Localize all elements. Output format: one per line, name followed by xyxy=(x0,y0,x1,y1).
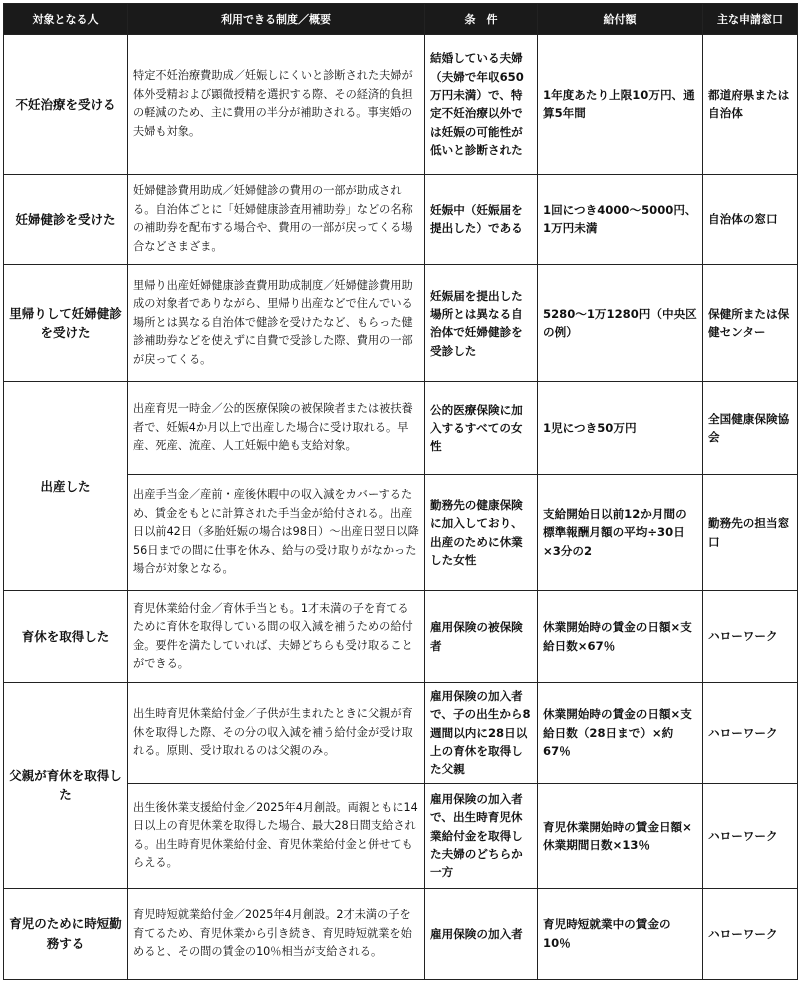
description-cell: 出産育児一時金／公的医療保険の被保険者または被扶養者で、妊娠4か月以上で出産した場合に受け取れる。早産、死産、流産、人工妊娠中絶も支給対象。 xyxy=(128,382,425,474)
office-cell: ハローワーク xyxy=(703,888,798,979)
description-cell: 出生後休業支援給付金／2025年4月創設。両親ともに14日以上の育児休業を取得した場合、最大28日間支給される。出生時育児休業給付金、育児休業給付金と併せてもらえる。 xyxy=(128,784,425,888)
target-cell: 不妊治療を受ける xyxy=(4,35,128,175)
table-header-row xyxy=(4,4,798,35)
target-cell: 育休を取得した xyxy=(4,591,128,682)
office-cell: 保健所または保健センター xyxy=(703,264,798,381)
table-row xyxy=(4,382,798,474)
target-cell: 里帰りして妊婦健診を受けた xyxy=(4,264,128,381)
office-cell: ハローワーク xyxy=(703,784,798,888)
office-cell: ハローワーク xyxy=(703,591,798,682)
table-row xyxy=(4,35,798,175)
amount-cell: 休業開始時の賃金の日額×支給日数×67％ xyxy=(538,591,703,682)
amount-cell: 育児時短就業中の賃金の10％ xyxy=(538,888,703,979)
table-row xyxy=(4,591,798,682)
description-cell: 里帰り出産妊婦健康診査費用助成制度／妊婦健診費用助成の対象者でありながら、里帰り出産などで住んでいる場所とは異なる自治体で健診を受けたなど、もらった健診補助券などを使えずに自費で受診した際、費用の一部が戻ってくる。 xyxy=(128,264,425,381)
target-cell: 妊婦健診を受けた xyxy=(4,174,128,264)
office-cell: 自治体の窓口 xyxy=(703,174,798,264)
amount-cell: 休業開始時の賃金の日額×支給日数（28日まで）×約67％ xyxy=(538,682,703,783)
condition-cell: 公的医療保険に加入するすべての女性 xyxy=(425,382,538,474)
condition-cell: 雇用保険の加入者 xyxy=(425,888,538,979)
condition-cell: 雇用保険の加入者で、出生時育児休業給付金を取得した夫婦のどちらか一方 xyxy=(425,784,538,888)
description-cell: 出産手当金／産前・産後休暇中の収入減をカバーするため、賃金をもとに計算された手当金が給付される。出産日以前42日（多胎妊娠の場合は98日）～出産日翌日以降56日までの間に仕事を休み、給与の受け取りがなかった場合が対象となる。 xyxy=(128,474,425,590)
header-office: 主な申請窓口 xyxy=(703,4,798,35)
condition-cell: 雇用保険の被保険者 xyxy=(425,591,538,682)
amount-cell: 1年度あたり上限10万円、通算5年間 xyxy=(538,35,703,175)
description-cell: 特定不妊治療費助成／妊娠しにくいと診断された夫婦が体外受精および顕微授精を選択する際、その経済的負担の軽減のため、主に費用の半分が補助される。事実婚の夫婦も対象。 xyxy=(128,35,425,175)
condition-cell: 妊娠中（妊娠届を提出した）である xyxy=(425,174,538,264)
header-system: 利用できる制度／概要 xyxy=(128,4,425,35)
office-cell: 都道府県または自治体 xyxy=(703,35,798,175)
amount-cell: 5280～1万1280円（中央区の例） xyxy=(538,264,703,381)
target-cell: 育児のために時短勤務する xyxy=(4,888,128,979)
header-condition: 条 件 xyxy=(425,4,538,35)
header-amount: 給付額 xyxy=(538,4,703,35)
target-cell: 父親が育休を取得した xyxy=(4,682,128,888)
office-cell: 全国健康保険協会 xyxy=(703,382,798,474)
condition-cell: 勤務先の健康保険に加入しており、出産のために休業した女性 xyxy=(425,474,538,590)
condition-cell: 雇用保険の加入者で、子の出生から8週間以内に28日以上の育休を取得した父親 xyxy=(425,682,538,783)
description-cell: 育児休業給付金／育休手当とも。1才未満の子を育てるために育休を取得している間の収入減を補うための給付金。要件を満たしていれば、夫婦どちらも受け取ることができる。 xyxy=(128,591,425,682)
table-row xyxy=(4,174,798,264)
amount-cell: 1児につき50万円 xyxy=(538,382,703,474)
amount-cell: 育児休業開始時の賃金日額×休業期間日数×13％ xyxy=(538,784,703,888)
description-cell: 妊婦健診費用助成／妊婦健診の費用の一部が助成される。自治体ごとに「妊婦健康診査用補助券」などの名称の補助券を配布する場合や、費用の一部が戻ってくる場合などさまざま。 xyxy=(128,174,425,264)
table-row xyxy=(4,264,798,381)
target-cell: 出産した xyxy=(4,382,128,591)
office-cell: 勤務先の担当窓口 xyxy=(703,474,798,590)
condition-cell: 妊娠届を提出した場所とは異なる自治体で妊婦健診を受診した xyxy=(425,264,538,381)
amount-cell: 1回につき4000～5000円、1万円未満 xyxy=(538,174,703,264)
table-row xyxy=(4,682,798,783)
header-target: 対象となる人 xyxy=(4,4,128,35)
description-cell: 育児時短就業給付金／2025年4月創設。2才未満の子を育てるため、育児休業から引き続き、育児時短就業を始めると、その間の賃金の10％相当が支給される。 xyxy=(128,888,425,979)
amount-cell: 支給開始日以前12か月間の標準報酬月額の平均÷30日×3分の2 xyxy=(538,474,703,590)
table-row xyxy=(4,888,798,979)
office-cell: ハローワーク xyxy=(703,682,798,783)
benefits-table xyxy=(3,3,798,980)
condition-cell: 結婚している夫婦（夫婦で年収650万円未満）で、特定不妊治療以外では妊娠の可能性が低いと診断された xyxy=(425,35,538,175)
description-cell: 出生時育児休業給付金／子供が生まれたときに父親が育休を取得した際、その分の収入減を補う給付金が受け取れる。原則、受け取れるのは父親のみ。 xyxy=(128,682,425,783)
